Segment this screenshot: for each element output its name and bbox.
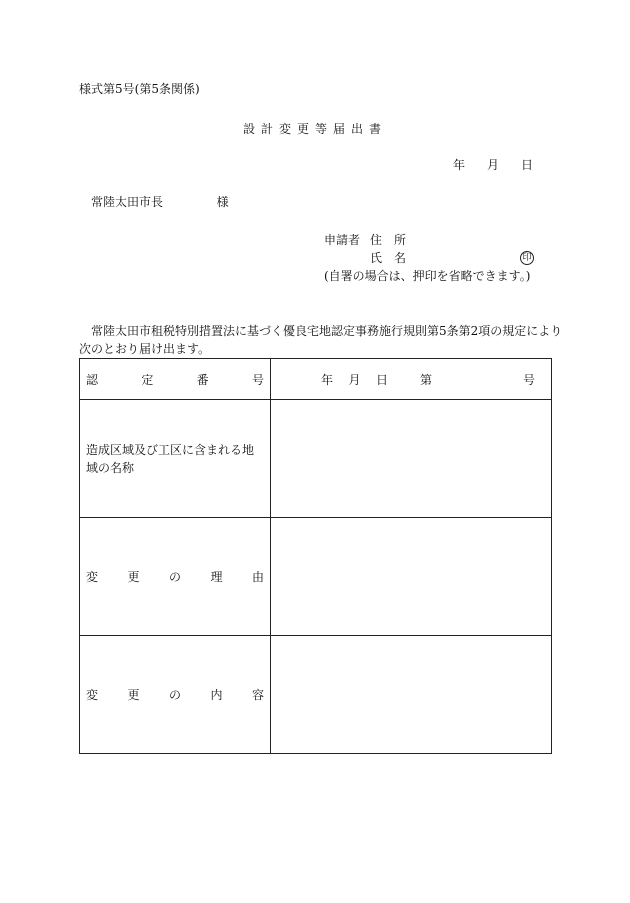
label-change-reason: 変 更 の 理 由: [80, 518, 271, 636]
addressee-name: 常陸太田市長: [91, 195, 164, 209]
value-certification-number[interactable]: 年 月 日 第 号: [271, 359, 552, 400]
value-change-content[interactable]: [271, 636, 552, 754]
date-year: 年: [453, 158, 466, 172]
value-change-reason[interactable]: [271, 518, 552, 636]
value-area-name[interactable]: [271, 400, 552, 518]
label-change-content: 変 更 の 内 容: [80, 636, 271, 754]
applicant-address-label: 住 所: [370, 233, 407, 247]
document-title: 設計変更等届出書: [242, 122, 387, 136]
addressee-honorific: 様: [216, 195, 229, 209]
notification-table: [79, 358, 552, 754]
label-area-name: 造成区域及び工区に含まれる地域の名称: [80, 400, 271, 518]
date-line: [453, 156, 533, 173]
seal-note: (自署の場合は、押印を省略できます。): [324, 269, 531, 283]
body-text-line2: 次のとおり届け出ます。: [79, 342, 211, 356]
seal-mark: [520, 249, 534, 265]
date-month: 月: [486, 158, 499, 172]
form-number: 様式第5号(第5条関係): [79, 82, 200, 96]
label-certification-number: 認 定 番 号: [80, 359, 271, 400]
table-row-certification-number: [80, 359, 552, 400]
applicant-name-label: 氏 名: [370, 251, 407, 265]
table-row-change-content: [80, 636, 552, 754]
addressee: [91, 193, 229, 210]
table-row-change-reason: [80, 518, 552, 636]
table-row-area-name: [80, 400, 552, 518]
body-text-line1: 常陸太田市租税特別措置法に基づく優良宅地認定事務施行規則第5条第2項の規定により: [91, 324, 563, 338]
seal-icon: 印: [520, 251, 534, 265]
date-day: 日: [520, 158, 533, 172]
applicant-label: 申請者: [324, 233, 361, 247]
